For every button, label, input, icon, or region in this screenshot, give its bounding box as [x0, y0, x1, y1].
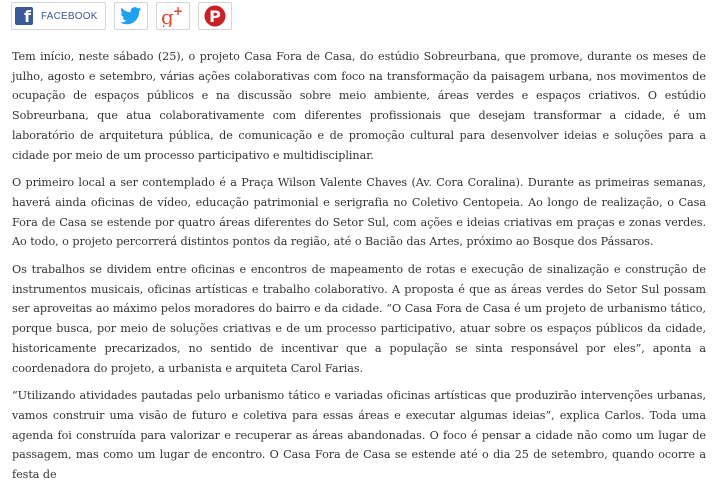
facebook-share-button[interactable] — [11, 2, 106, 30]
twitter-icon — [120, 7, 142, 25]
article-paragraph: Tem início, neste sábado (25), o projeto Casa Fora de Casa, do estúdio Sobreurbana, que promove, durante os meses de julho, agosto e setembro, várias ações colaborativas com foco na transformação da paisagem urbana, nos movimentos de ocupação de espaços públicos e na discussão sobre meio ambiente, áreas verdes e espaços criativos. O estúdio Sobreurbana, que atua colaborativamente com diferentes profissionais que desejam transformar a cidade, é um laboratório de arquitetura pública, de comunicação e de promoção cultural para desenvolver ideias e soluções para a cidade por meio de um processo participativo e multidisciplinar. — [12, 50, 706, 162]
twitter-share-button[interactable] — [114, 2, 148, 30]
facebook-icon: f — [15, 7, 33, 25]
pinterest-share-button[interactable] — [198, 2, 232, 30]
pinterest-icon — [204, 5, 226, 27]
svg-text:+: + — [173, 5, 184, 18]
google-plus-icon — [160, 5, 186, 27]
svg-text:P: P — [209, 7, 221, 26]
google-plus-share-button[interactable] — [156, 2, 190, 30]
facebook-share-label: FACEBOOK — [41, 10, 98, 22]
article-paragraph: “Utilizando atividades pautadas pelo urbanismo tático e variadas oficinas artísticas que produzirão intervenções urbanas, vamos construir uma visão de futuro e coletiva para essas áreas e executar algumas ideias”, explica Carlos. Toda uma agenda foi construída para valorizar e recuperar as áreas abandonadas. O foco é pensar a cidade não como um lugar de passagem, mas como um lugar de encontro. O Casa Fora de Casa se estende até o dia 25 de setembro, quando ocorre a festa de — [12, 389, 706, 482]
article-body — [12, 47, 706, 493]
article-paragraph: O primeiro local a ser contemplado é a Praça Wilson Valente Chaves (Av. Cora Coralina). Durante as primeiras semanas, haverá ainda oficinas de vídeo, educação patrimonial e serigrafia no Coletivo Centopeia. Ao longo de realização, o Casa Fora de Casa se estende por quatro áreas diferentes do Setor Sul, com ações e ideias criativas em praças e zonas verdes. Ao todo, o projeto percorrerá distintos pontos da região, até o Bacião das Artes, próximo ao Bosque dos Pássaros. — [12, 176, 706, 249]
article-paragraph: Os trabalhos se dividem entre oficinas e encontros de mapeamento de rotas e execução de sinalização e construção de instrumentos musicais, oficinas artísticas e trabalho colaborativo. A proposta é que as áreas verdes do Setor Sul possam ser aproveitas ao máximo pelos moradores do bairro e da cidade. “O Casa Fora de Casa é um projeto de urbanismo tático, porque busca, por meio de soluções criativas e de um processo participativo, atuar sobre os espaços públicos da cidade, historicamente precarizados, no sentido de incentivar que a população se sinta responsável por eles”, aponta a coordenadora do projeto, a urbanista e arquiteta Carol Farias. — [12, 263, 706, 375]
share-bar — [11, 0, 232, 32]
svg-text:g: g — [161, 5, 174, 27]
